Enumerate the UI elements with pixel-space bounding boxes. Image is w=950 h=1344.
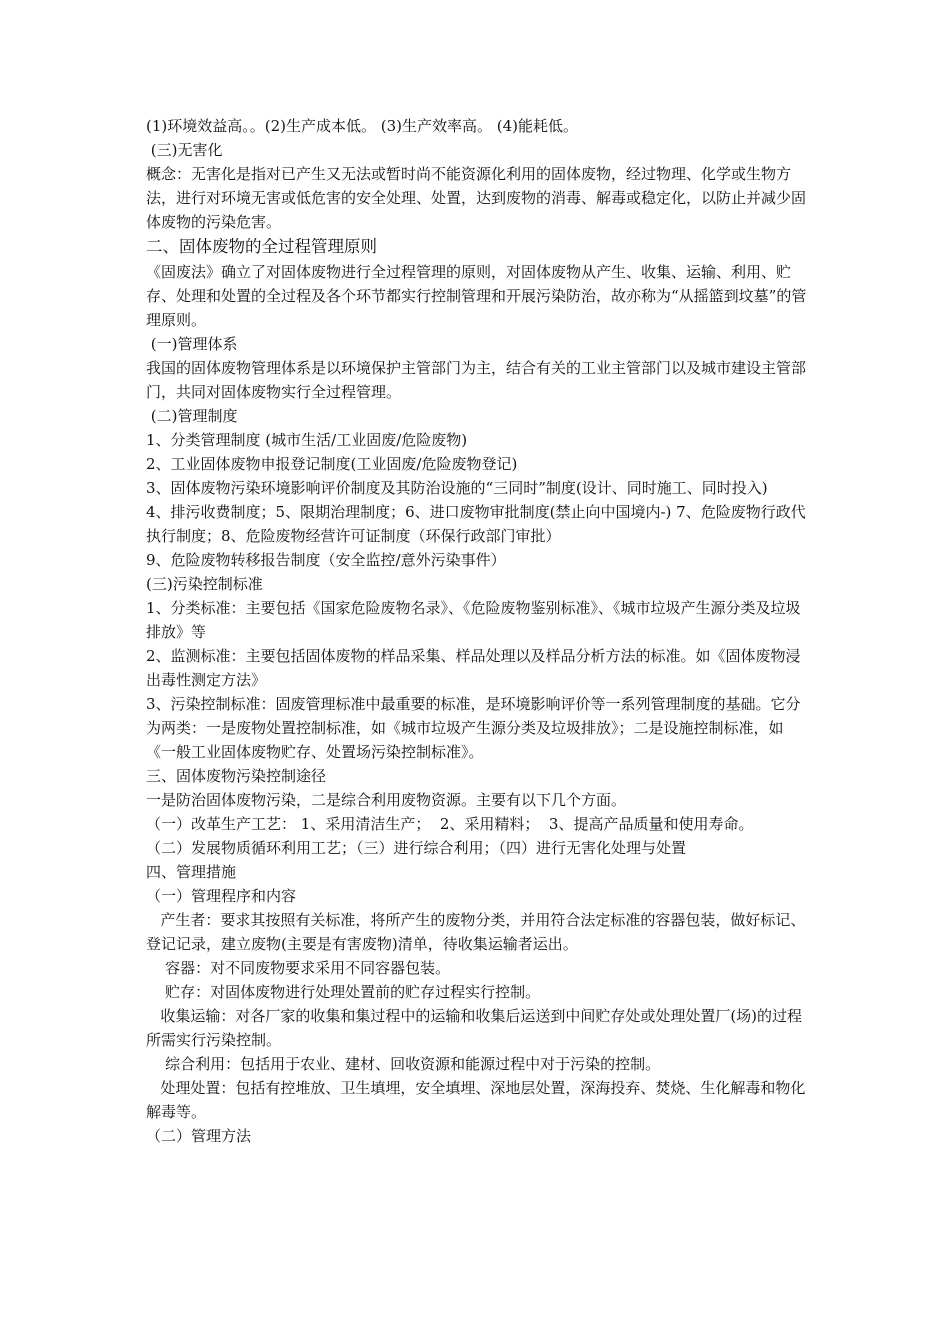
paragraph: 概念：无害化是指对已产生又无法或暂时尚不能资源化利用的固体废物，经过物理、化学或生物方法，进行对环境无害或低危害的安全处理、处置，达到废物的消毒、解毒或稳定化，以防止并减少固体废物的污染危害。 <box>146 165 807 231</box>
section-heading: 二、固体废物的全过程管理原则 <box>146 237 377 256</box>
paragraph: 一是防治固体废物污染，二是综合利用废物资源。主要有以下几个方面。 <box>146 791 627 809</box>
text-line: (1)环境效益高。。(2)生产成本低。 (3)生产效率高。 (4)能耗低。 <box>146 117 579 135</box>
section-subheading: (三)污染控制标准 <box>146 575 263 593</box>
paragraph: （一）改革生产工艺： 1、采用清洁生产； 2、采用精料； 3、提高产品质量和使用寿命。 <box>146 815 754 833</box>
paragraph: 综合利用：包括用于农业、建材、回收资源和能源过程中对于污染的控制。 <box>146 1055 661 1073</box>
section-subheading: (二)管理制度 <box>146 407 238 425</box>
list-item: 2、工业固体废物申报登记制度(工业固废/危险废物登记) <box>146 455 518 473</box>
list-item: 1、分类管理制度 (城市生活/工业固废/危险废物) <box>146 431 468 449</box>
paragraph: 收集运输：对各厂家的收集和集过程中的运输和收集后运送到中间贮存处或处理处置厂(场)的过程所需实行污染控制。 <box>146 1007 803 1049</box>
paragraph: 产生者：要求其按照有关标准，将所产生的废物分类，并用符合法定标准的容器包装，做好标记、登记记录，建立废物(主要是有害废物)清单，待收集运输者运出。 <box>146 911 806 953</box>
paragraph: 处理处置：包括有控堆放、卫生填埋，安全填埋、深地层处置，深海投弃、焚烧、生化解毒和物化解毒等。 <box>146 1079 806 1121</box>
paragraph: 我国的固体废物管理体系是以环境保护主管部门为主，结合有关的工业主管部门以及城市建设主管部门，共同对固体废物实行全过程管理。 <box>146 359 807 401</box>
list-item: 4、排污收费制度；5、限期治理制度；6、进口废物审批制度(禁止向中国境内-) 7、危险废物行政代执行制度；8、危险废物经营许可证制度（环保行政部门审批） <box>146 503 806 545</box>
section-heading: 四、管理措施 <box>146 863 237 881</box>
list-item: 3、污染控制标准：固废管理标准中最重要的标准，是环境影响评价等一系列管理制度的基础。它分为两类：一是废物处置控制标准，如《城市垃圾产生源分类及垃圾排放》；二是设施控制标准，如《一般工业固体废物贮存、处置场污染控制标准》。 <box>146 695 801 761</box>
section-subheading: (三)无害化 <box>146 141 223 159</box>
section-heading: 三、固体废物污染控制途径 <box>146 767 327 785</box>
section-subheading: (一)管理体系 <box>146 335 238 353</box>
paragraph: 《固废法》确立了对固体废物进行全过程管理的原则，对固体废物从产生、收集、运输、利用、贮存、处理和处置的全过程及各个环节都实行控制管理和开展污染防治，故亦称为“从摇篮到坟墓”的管理原则。 <box>146 263 807 329</box>
section-subheading: （一）管理程序和内容 <box>146 887 297 905</box>
paragraph: （二）发展物质循环利用工艺；（三）进行综合利用；（四）进行无害化处理与处置 <box>146 839 687 857</box>
list-item: 3、固体废物污染环境影响评价制度及其防治设施的“三同时”制度(设计、同时施工、同时投入) <box>146 479 768 497</box>
paragraph: 容器：对不同废物要求采用不同容器包装。 <box>146 959 451 977</box>
paragraph: 贮存：对固体废物进行处理处置前的贮存过程实行控制。 <box>146 983 541 1001</box>
list-item: 1、分类标准：主要包括《国家危险废物名录》、《危险废物鉴别标准》、《城市垃圾产生源分类及垃圾排放》等 <box>146 599 801 641</box>
document-page <box>146 114 810 1148</box>
list-item: 9、危险废物转移报告制度（安全监控/意外污染事件） <box>146 551 506 569</box>
list-item: 2、监测标准：主要包括固体废物的样品采集、样品处理以及样品分析方法的标准。如《固体废物浸出毒性测定方法》 <box>146 647 801 689</box>
section-subheading: （二）管理方法 <box>146 1127 252 1145</box>
